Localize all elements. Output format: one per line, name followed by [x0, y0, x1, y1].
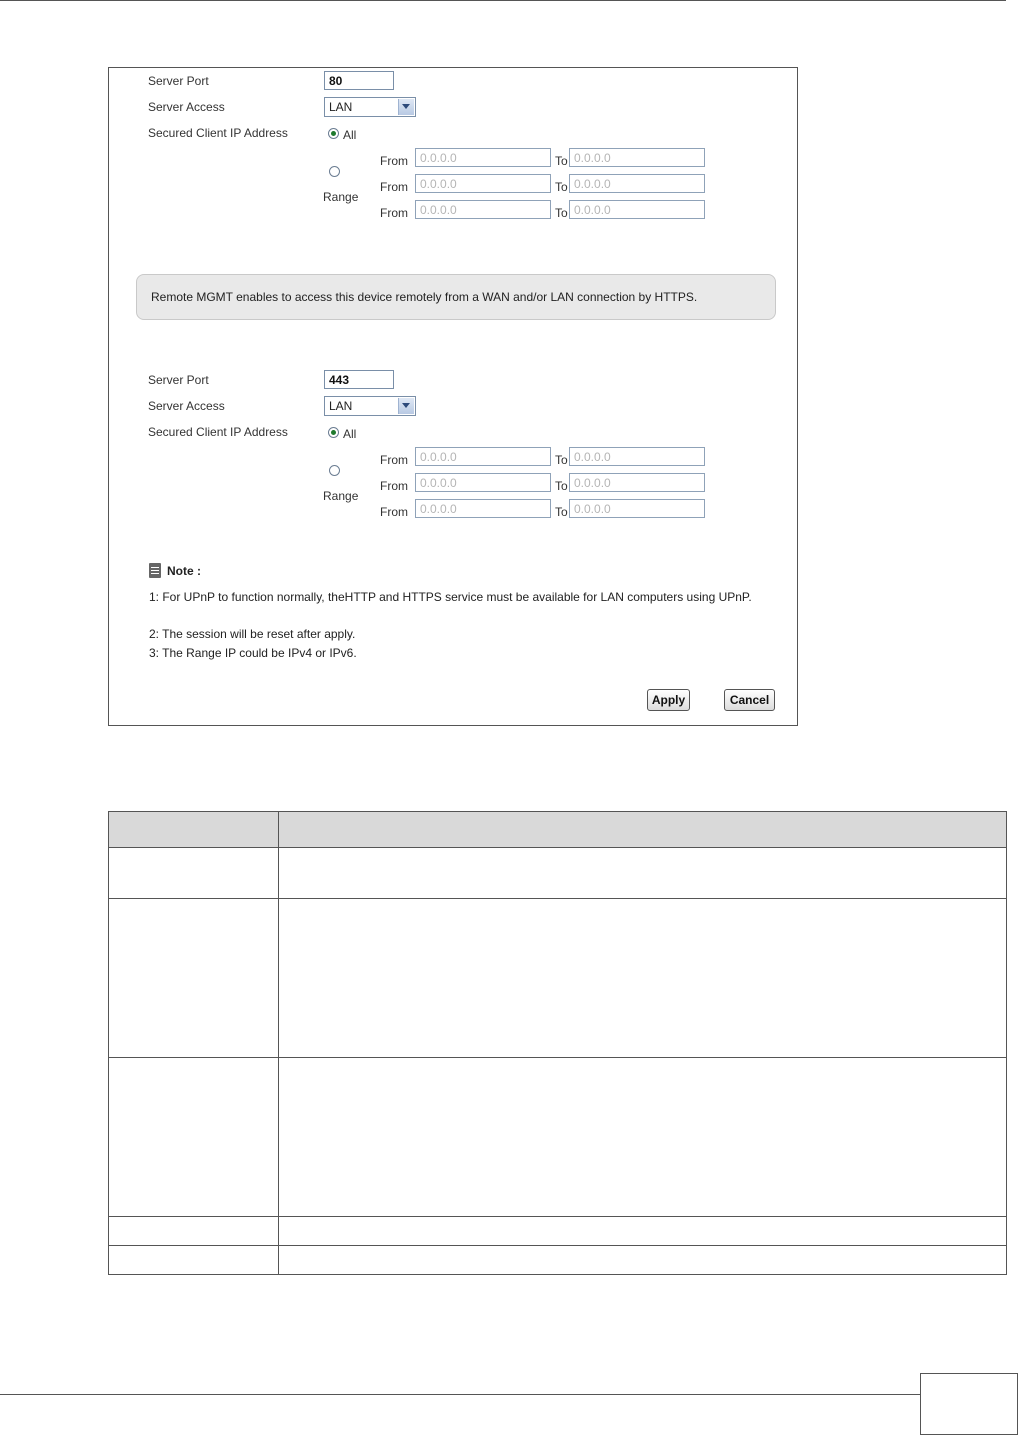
- table-cell: [109, 899, 279, 1058]
- table-header-row: [109, 812, 1007, 848]
- http-secured-client-label: Secured Client IP Address: [148, 126, 288, 140]
- http-server-access-value: LAN: [329, 100, 353, 114]
- note-line-3: 3: The Range IP could be IPv4 or IPv6.: [149, 646, 357, 660]
- table-cell: [109, 1058, 279, 1217]
- field-description-table: [108, 811, 1007, 1275]
- https-all-radio[interactable]: [328, 427, 339, 438]
- table-row: [109, 848, 1007, 899]
- https-server-port-input[interactable]: 443: [324, 370, 394, 389]
- https-all-label: All: [343, 427, 357, 441]
- http-from-label-1: From: [380, 154, 408, 168]
- table-cell: [279, 848, 1007, 899]
- http-to-label-2: To: [555, 180, 568, 194]
- http-to-input-2[interactable]: 0.0.0.0: [569, 174, 705, 193]
- http-server-port-label: Server Port: [148, 74, 209, 88]
- http-to-label-1: To: [555, 154, 568, 168]
- https-to-input-3[interactable]: 0.0.0.0: [569, 499, 705, 518]
- apply-button[interactable]: Apply: [647, 689, 690, 711]
- https-from-input-3[interactable]: 0.0.0.0: [415, 499, 551, 518]
- https-secured-client-label: Secured Client IP Address: [148, 425, 288, 439]
- table-cell: [279, 1058, 1007, 1217]
- http-server-access-select[interactable]: [324, 97, 416, 117]
- http-from-input-3[interactable]: 0.0.0.0: [415, 200, 551, 219]
- remote-mgmt-screenshot: [108, 67, 798, 726]
- table-header-cell: [109, 812, 279, 848]
- https-server-access-value: LAN: [329, 399, 353, 413]
- note-line-1: 1: For UPnP to function normally, theHTTP and HTTPS service must be available for LAN computers using UPnP.: [149, 590, 752, 604]
- table-cell: [109, 1217, 279, 1246]
- http-to-input-3[interactable]: 0.0.0.0: [569, 200, 705, 219]
- https-from-label-1: From: [380, 453, 408, 467]
- https-to-label-1: To: [555, 453, 568, 467]
- http-all-label: All: [343, 128, 357, 142]
- http-all-radio[interactable]: [328, 128, 339, 139]
- https-from-label-3: From: [380, 505, 408, 519]
- http-from-input-2[interactable]: 0.0.0.0: [415, 174, 551, 193]
- chevron-down-icon: [398, 99, 414, 115]
- table-row: [109, 1217, 1007, 1246]
- http-from-label-3: From: [380, 206, 408, 220]
- note-title: Note :: [167, 564, 201, 578]
- table-cell: [279, 1246, 1007, 1275]
- table-cell: [279, 899, 1007, 1058]
- https-server-access-label: Server Access: [148, 399, 225, 413]
- table-cell: [109, 1246, 279, 1275]
- https-to-label-3: To: [555, 505, 568, 519]
- http-from-label-2: From: [380, 180, 408, 194]
- note-icon: [149, 563, 161, 578]
- https-from-input-1[interactable]: 0.0.0.0: [415, 447, 551, 466]
- http-server-access-label: Server Access: [148, 100, 225, 114]
- https-range-label: Range: [323, 489, 359, 503]
- http-to-label-3: To: [555, 206, 568, 220]
- https-to-input-2[interactable]: 0.0.0.0: [569, 473, 705, 492]
- note-line-2: 2: The session will be reset after apply.: [149, 627, 356, 641]
- https-server-access-select[interactable]: [324, 396, 416, 416]
- http-server-port-input[interactable]: 80: [324, 71, 394, 90]
- https-info-box: Remote MGMT enables to access this device remotely from a WAN and/or LAN connection by HTTPS.: [136, 274, 776, 320]
- https-from-label-2: From: [380, 479, 408, 493]
- https-to-input-1[interactable]: 0.0.0.0: [569, 447, 705, 466]
- page-top-rule: [0, 0, 1006, 1]
- table-row: [109, 899, 1007, 1058]
- chevron-down-icon: [398, 398, 414, 414]
- table-row: [109, 1246, 1007, 1275]
- http-from-input-1[interactable]: 0.0.0.0: [415, 148, 551, 167]
- table-cell: [109, 848, 279, 899]
- table-cell: [279, 1217, 1007, 1246]
- https-from-input-2[interactable]: 0.0.0.0: [415, 473, 551, 492]
- https-to-label-2: To: [555, 479, 568, 493]
- cancel-button[interactable]: Cancel: [724, 689, 775, 711]
- http-range-radio[interactable]: [329, 166, 340, 177]
- https-server-port-label: Server Port: [148, 373, 209, 387]
- http-range-label: Range: [323, 190, 359, 204]
- https-range-radio[interactable]: [329, 465, 340, 476]
- page-number-box: [920, 1373, 1018, 1435]
- table-row: [109, 1058, 1007, 1217]
- http-to-input-1[interactable]: 0.0.0.0: [569, 148, 705, 167]
- page-footer-rule: [0, 1394, 920, 1395]
- table-header-cell: [279, 812, 1007, 848]
